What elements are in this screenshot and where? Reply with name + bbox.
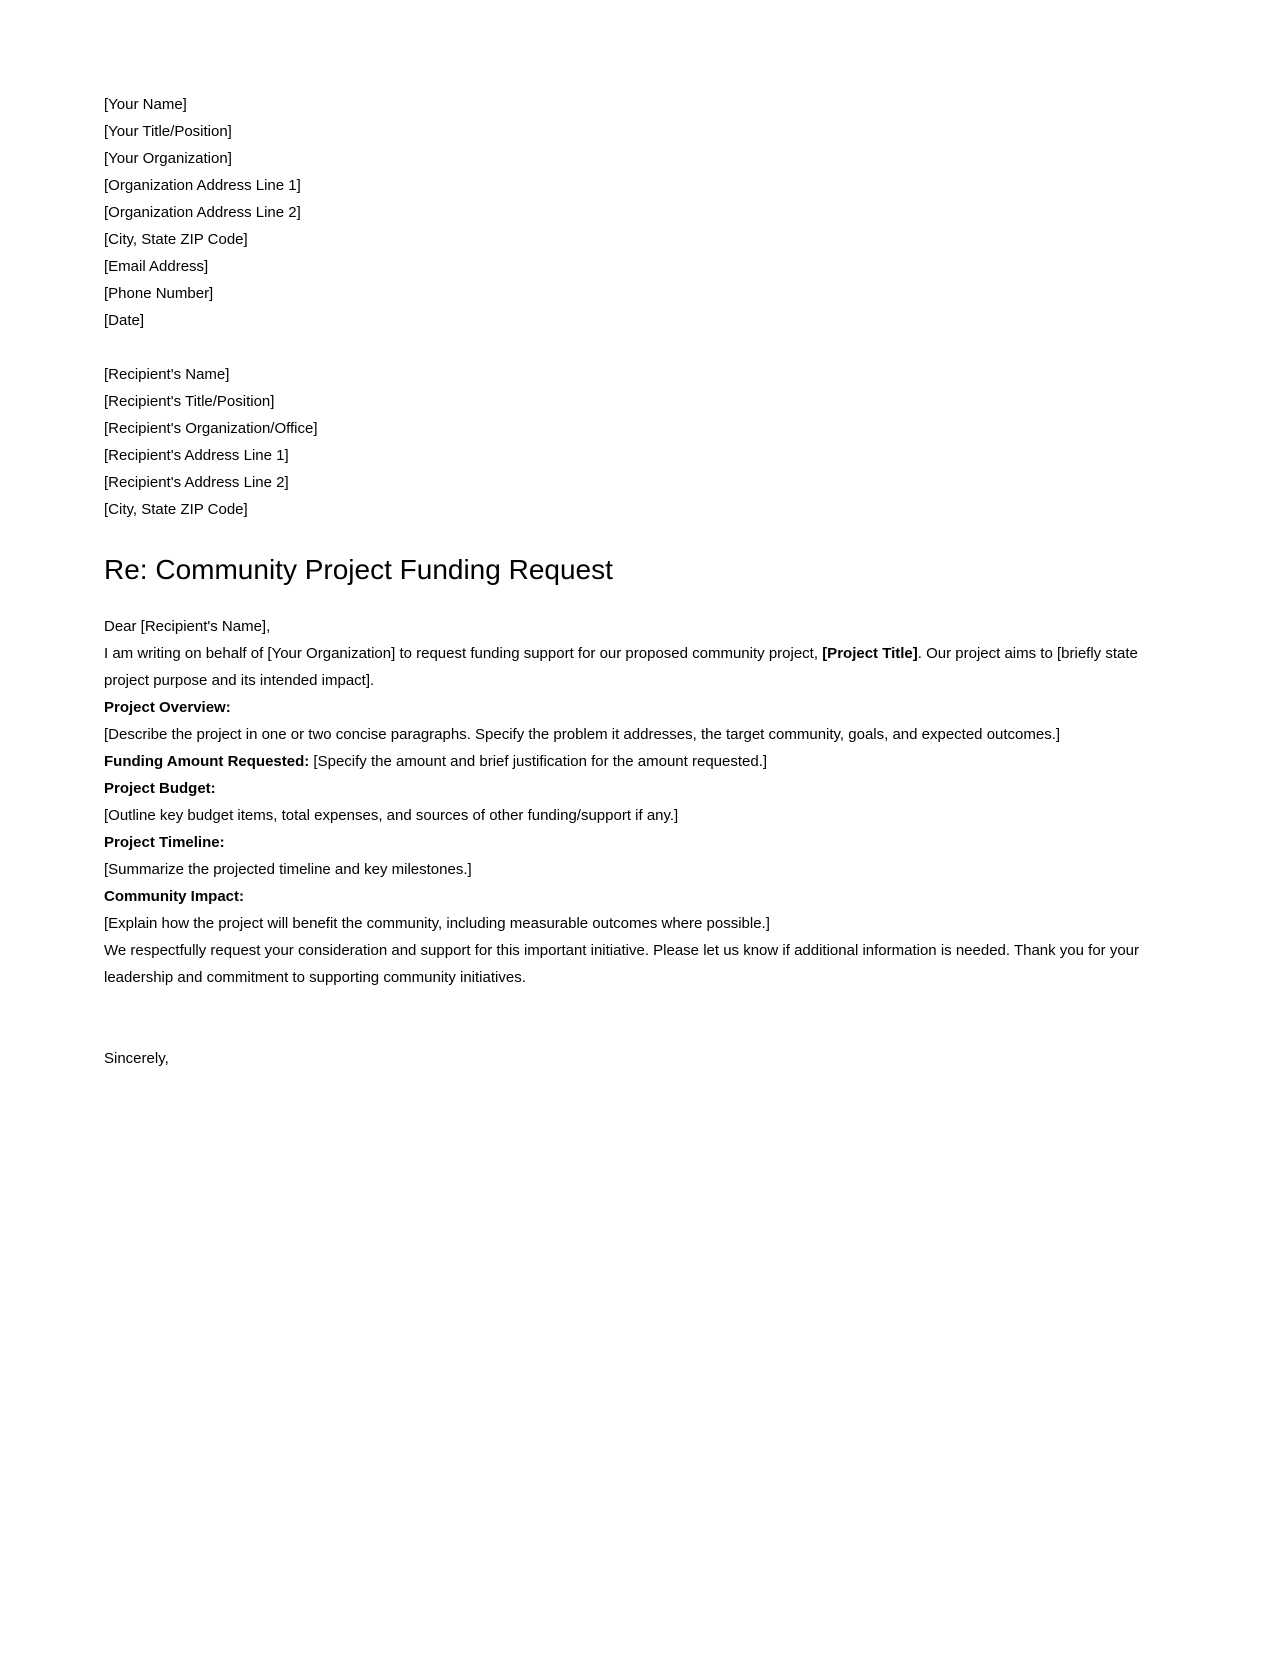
recipient-name: [Recipient's Name] — [104, 366, 230, 383]
section-project-timeline — [104, 829, 1159, 883]
recipient-city-state-zip: [City, State ZIP Code] — [104, 501, 248, 518]
subject-heading: Re: Community Project Funding Request — [104, 554, 613, 585]
section-body: [Explain how the project will benefit the community, including measurable outcomes where possible.] — [104, 915, 770, 932]
closing-paragraph: We respectfully request your consideration and support for this important initiative. Please let us know if additional information is needed. Thank you for your leadership and commitment to supporting community initiatives. — [104, 942, 1139, 986]
signoff: Sincerely, — [104, 1050, 169, 1067]
section-label: Community Impact: — [104, 888, 245, 905]
section-body: [Outline key budget items, total expenses, and sources of other funding/support if any.] — [104, 807, 679, 824]
section-label: Project Budget: — [104, 780, 216, 797]
recipient-address-line-2: [Recipient's Address Line 2] — [104, 474, 289, 491]
project-title-placeholder: [Project Title] — [822, 645, 918, 662]
recipient-organization: [Recipient's Organization/Office] — [104, 420, 318, 437]
section-body: [Specify the amount and brief justification for the amount requested.] — [309, 753, 768, 770]
sender-address-block — [104, 91, 1159, 307]
intro-text-before: I am writing on behalf of [Your Organization] to request funding support for our proposed community project, — [104, 645, 823, 662]
sender-email: [Email Address] — [104, 258, 209, 275]
intro-paragraph — [104, 640, 1159, 694]
sender-city-state-zip: [City, State ZIP Code] — [104, 231, 248, 248]
sender-title: [Your Title/Position] — [104, 123, 232, 140]
recipient-title: [Recipient's Title/Position] — [104, 393, 275, 410]
section-label: Project Timeline: — [104, 834, 225, 851]
date-line: [Date] — [104, 312, 145, 329]
section-project-overview — [104, 694, 1159, 748]
sender-organization: [Your Organization] — [104, 150, 232, 167]
section-body: [Summarize the projected timeline and key milestones.] — [104, 861, 472, 878]
section-label: Funding Amount Requested: — [104, 753, 310, 770]
sender-phone: [Phone Number] — [104, 285, 214, 302]
section-community-impact — [104, 883, 1159, 937]
section-body: [Describe the project in one or two concise paragraphs. Specify the problem it addresses, the target community, goals, and expected outcomes.] — [104, 726, 1061, 743]
sender-address-line-1: [Organization Address Line 1] — [104, 177, 301, 194]
section-funding-amount — [104, 748, 1159, 775]
sender-name: [Your Name] — [104, 96, 187, 113]
salutation: Dear [Recipient's Name], — [104, 618, 271, 635]
sender-address-line-2: [Organization Address Line 2] — [104, 204, 301, 221]
section-label: Project Overview: — [104, 699, 231, 716]
recipient-address-line-1: [Recipient's Address Line 1] — [104, 447, 289, 464]
section-project-budget — [104, 775, 1159, 829]
recipient-address-block — [104, 361, 1159, 523]
intro-text-after: . Our project aims to [briefly state project purpose and its intended impact]. — [104, 645, 1138, 689]
